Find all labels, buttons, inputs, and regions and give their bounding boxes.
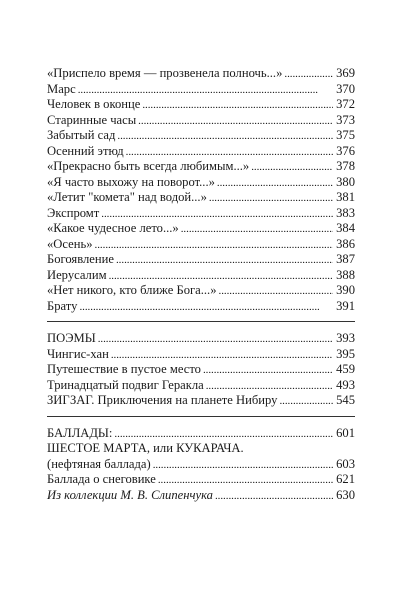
toc-entry-title: «Прекрасно быть всегда любимым...»: [47, 159, 250, 173]
toc-entry: [47, 362, 355, 378]
toc-entry-title: Брату: [47, 298, 78, 313]
toc-entry-title: ШЕСТОЕ МАРТА, или КУКАРАЧА.: [47, 441, 244, 455]
toc-entry-page: 391: [336, 298, 355, 313]
toc-entry-page: 386: [336, 236, 355, 251]
toc-entry: [47, 190, 355, 206]
toc-entry-title: Экспромт: [47, 205, 100, 220]
toc-entry-title: «Осень»: [47, 236, 93, 251]
section-divider: [47, 416, 355, 417]
section-divider: [47, 321, 355, 322]
leader-dots: [219, 284, 334, 300]
toc-entry-page: 381: [336, 190, 355, 204]
toc-entry-title: Осенний этюд: [47, 143, 124, 158]
toc-entry-title: «Приспело время — прозвенела полночь...»: [47, 66, 283, 80]
toc-section-poems-list: [47, 66, 355, 314]
toc-entry-title: (нефтяная баллада): [47, 456, 151, 471]
toc-entry: [47, 268, 355, 284]
toc-entry: [47, 378, 355, 394]
toc-entry-page: 375: [336, 128, 355, 142]
toc-entry-title: ЗИГЗАГ. Приключения на планете Нибиру: [47, 393, 278, 407]
leader-dots: [114, 427, 333, 443]
leader-dots: [101, 207, 333, 223]
toc-entry-title: БАЛЛАДЫ:: [47, 425, 113, 440]
leader-dots: [117, 129, 333, 145]
toc-entry: [47, 347, 355, 363]
leader-dots: [79, 300, 333, 316]
toc-entry: [47, 159, 355, 175]
toc-entry: [47, 472, 355, 488]
toc-entry: [47, 283, 355, 299]
toc-entry: [47, 299, 355, 315]
toc-entry: [47, 221, 355, 237]
toc-entry-page: 372: [336, 97, 355, 111]
leader-dots: [142, 98, 333, 114]
leader-dots: [153, 458, 333, 474]
toc-entry: [47, 426, 355, 442]
toc-entry: [47, 175, 355, 191]
toc-entry-title: Старинные часы: [47, 112, 137, 127]
toc-entry-page: 383: [336, 205, 355, 220]
toc-entry-title: Из коллекции М. В. Слипенчука: [47, 487, 213, 502]
toc-entry-page: 384: [336, 221, 355, 235]
toc-entry-page: 493: [336, 377, 355, 392]
leader-dots: [251, 160, 333, 176]
leader-dots: [138, 114, 333, 130]
toc-entry: [47, 252, 355, 268]
toc-entry-title: Путешествие в пустое место: [47, 362, 201, 376]
leader-dots: [95, 238, 333, 254]
leader-dots: [111, 348, 333, 364]
leader-dots: [109, 269, 333, 285]
toc-entry-page: 621: [336, 472, 355, 486]
toc-entry-title: Тринадцатый подвиг Геракла: [47, 377, 204, 392]
toc-entry-title: Человек в оконце: [47, 97, 141, 111]
toc-entry: [47, 457, 355, 473]
toc-entry: [47, 82, 355, 98]
leader-dots: [284, 67, 333, 83]
leader-dots: [209, 191, 333, 207]
toc-entry: [47, 331, 355, 347]
leader-dots: [279, 394, 333, 410]
leader-dots: [158, 473, 333, 489]
toc-entry-title: ПОЭМЫ: [47, 331, 96, 345]
leader-dots: [126, 145, 333, 161]
table-of-contents: [47, 66, 355, 503]
toc-entry: [47, 393, 355, 409]
toc-entry-page: 603: [336, 456, 355, 471]
toc-entry: [47, 488, 355, 504]
toc-entry-title: Марс: [47, 81, 76, 96]
toc-entry-page: 459: [336, 362, 355, 376]
toc-entry-page: 376: [336, 143, 355, 158]
toc-entry-page: 545: [336, 393, 355, 407]
leader-dots: [215, 489, 333, 505]
toc-entry-title: «Какое чудесное лето...»: [47, 221, 179, 235]
toc-entry: [47, 97, 355, 113]
toc-section-ballads: [47, 426, 355, 504]
toc-entry-page: 393: [336, 331, 355, 345]
toc-entry-title: «Нет никого, кто ближе Бога...»: [47, 283, 217, 297]
toc-entry: [47, 66, 355, 82]
toc-entry: [47, 206, 355, 222]
toc-entry-title: Чингис-хан: [47, 346, 109, 361]
leader-dots: [206, 379, 333, 395]
toc-entry: [47, 113, 355, 129]
toc-section-long-poems: [47, 331, 355, 409]
toc-entry-title: Иерусалим: [47, 267, 107, 282]
leader-dots: [217, 176, 333, 192]
toc-entry: [47, 128, 355, 144]
toc-entry-title: «Летит "комета" над водой...»: [47, 190, 207, 204]
toc-entry: [47, 144, 355, 160]
toc-entry-page: 380: [336, 174, 355, 189]
leader-dots: [203, 363, 333, 379]
toc-entry-title: «Я часто выхожу на поворот...»: [47, 174, 215, 189]
toc-entry: [47, 441, 355, 457]
toc-entry-page: 387: [336, 252, 355, 266]
leader-dots: [98, 332, 333, 348]
toc-entry-page: 370: [336, 81, 355, 96]
toc-entry-title: Забытый сад: [47, 128, 116, 142]
toc-entry-page: 390: [336, 283, 355, 297]
toc-entry-page: 395: [336, 346, 355, 361]
leader-dots: [181, 222, 333, 238]
toc-entry-page: 388: [336, 267, 355, 282]
toc-entry-title: Баллада о снеговике: [47, 472, 156, 486]
toc-entry-page: 373: [336, 112, 355, 127]
toc-entry-page: 601: [336, 425, 355, 440]
leader-dots: [116, 253, 333, 269]
leader-dots: [78, 83, 333, 99]
toc-entry-title: Богоявление: [47, 252, 114, 266]
toc-entry: [47, 237, 355, 253]
toc-entry-page: 630: [336, 487, 355, 502]
toc-entry-page: 378: [336, 159, 355, 173]
toc-entry-page: 369: [336, 66, 355, 80]
